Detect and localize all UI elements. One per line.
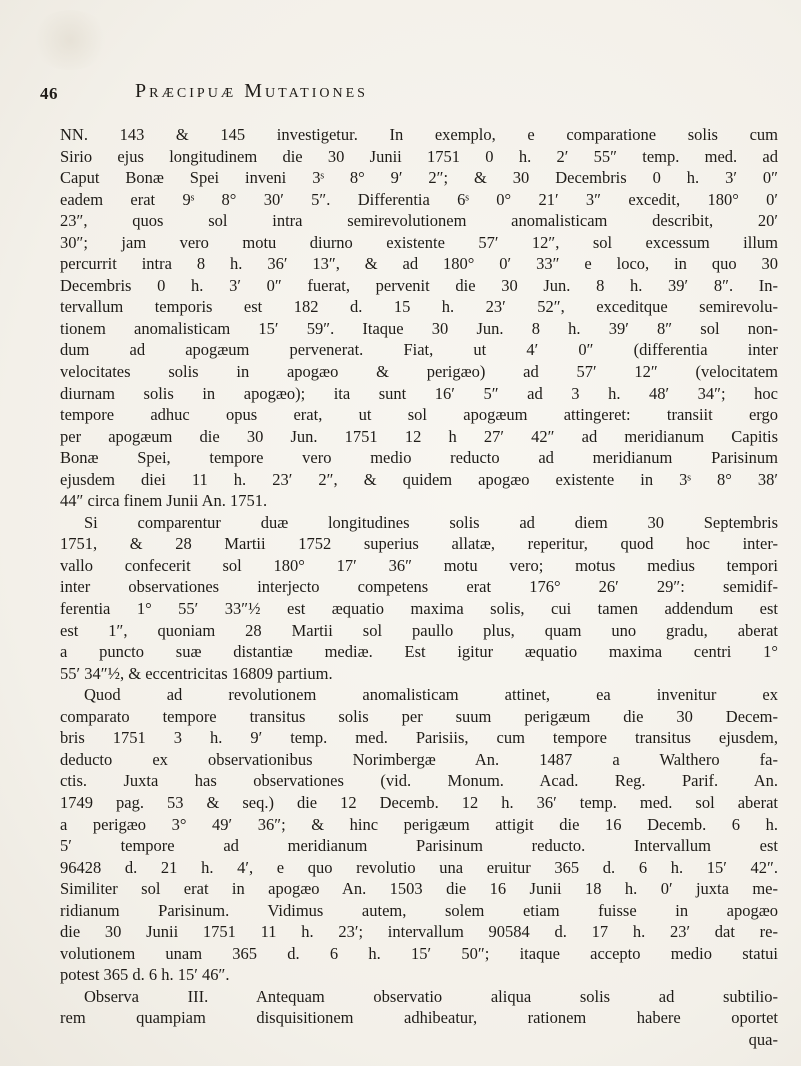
text-line: 96428 d. 21 h. 4′, e quo revolutio una eruitur 365 d. 6 h. 15′ 42″. (60, 857, 778, 877)
text-line: dum ad apogæum pervenerat. Fiat, ut 4′ 0″ (differentia inter (60, 340, 778, 360)
page-number: 46 (40, 84, 58, 103)
text-line: NN. 143 & 145 investigetur. In exemplo, e comparatione solis cum (60, 125, 778, 144)
text-line: 44″ circa finem Junii An. 1751. (60, 491, 268, 511)
text-line: 23″, quos sol intra semirevolutionem anomalisticam describit, 20′ (60, 211, 778, 231)
paper-stain (30, 10, 110, 70)
text-line: ctis. Juxta has observationes (vid. Monum. Acad. Reg. Parif. An. (60, 771, 778, 791)
text-line: tempore adhuc opus erat, ut sol apogæum attingeret: transiit ergo (60, 405, 778, 425)
text-line: Decembris 0 h. 3′ 0″ fuerat, pervenit die 30 Jun. 8 h. 39′ 8″. In- (60, 275, 778, 295)
text-line: percurrit intra 8 h. 36′ 13″, & ad 180° 0′ 33″ e loco, in quo 30 (60, 254, 778, 274)
text-line: 30″; jam vero motu diurno existente 57′ 12″, sol excessum illum (60, 232, 778, 252)
text-line: diurnam solis in apogæo); ita sunt 16′ 5″ ad 3 h. 48′ 34″; hoc (60, 383, 778, 403)
text-line: tionem anomalisticam 15′ 59″. Itaque 30 Jun. 8 h. 39′ 8″ sol non- (60, 318, 778, 338)
text-line: Caput Bonæ Spei inveni 3ˢ 8° 9′ 2″; & 30 Decembris 0 h. 3′ 0″ (60, 168, 778, 188)
text-line: eadem erat 9ˢ 8° 30′ 5″. Differentia 6ˢ 0° 21′ 3″ excedit, 180° 0′ (60, 189, 778, 209)
text-line: vallo confecerit sol 180° 17′ 36″ motu vero; motus medius tempori (60, 555, 778, 575)
text-line: ridianum Parisinum. Vidimus autem, solem etiam fuisse in apogæo (60, 900, 778, 920)
text-line: ferentia 1° 55′ 33″½ est æquatio maxima solis, cui tamen addendum est (60, 599, 778, 619)
text-line: a perigæo 3° 49′ 36″; & hinc perigæum attigit die 16 Decemb. 6 h. (60, 814, 778, 834)
text-line: tervallum temporis est 182 d. 15 h. 23′ 52″, exceditque semirevolu- (60, 297, 778, 317)
text-line: ejusdem diei 11 h. 23′ 2″, & quidem apogæo existente in 3ˢ 8° 38′ (60, 469, 778, 489)
paragraph-start-line: Si comparentur duæ longitudines solis ad diem 30 Septembris (84, 512, 778, 532)
text-line: est 1″, quoniam 28 Martii sol paullo plus, quam uno gradu, aberat (60, 620, 778, 640)
text-line: Similiter sol erat in apogæo An. 1503 die 16 Junii 18 h. 0′ juxta me- (60, 879, 778, 899)
text-line: Sirio ejus longitudinem die 30 Junii 1751 0 h. 2′ 55″ temp. med. ad (60, 146, 778, 166)
text-line: 5′ tempore ad meridianum Parisinum reducto. Intervallum est (60, 836, 778, 856)
catchword: qua- (748, 1029, 778, 1049)
text-line: deducto ex observationibus Norimbergæ An. 1487 a Walthero fa- (60, 749, 778, 769)
text-line: comparato tempore transitus solis per suum perigæum die 30 Decem- (60, 706, 778, 726)
text-line: a puncto suæ distantiæ mediæ. Est igitur æquatio maxima centri 1° (60, 642, 778, 662)
text-line: inter observationes interjecto competens erat 176° 26′ 29″: semidif- (60, 577, 778, 597)
text-line: 55′ 34″½, & eccentricitas 16809 partium. (60, 663, 333, 683)
text-line: 1749 pag. 53 & seq.) die 12 Decemb. 12 h. 36′ temp. med. sol aberat (60, 792, 778, 812)
text-line: Bonæ Spei, tempore vero medio reducto ad meridianum Parisinum (60, 448, 778, 468)
paragraph-start-line: Quod ad revolutionem anomalisticam attinet, ea invenitur ex (84, 685, 778, 705)
text-line: 1751, & 28 Martii 1752 superius allatæ, reperitur, quod hoc inter- (60, 534, 778, 554)
running-title: Præcipuæ Mutationes (135, 80, 368, 102)
text-line: rem quampiam disquisitionem adhibeatur, rationem habere oportet (60, 1008, 778, 1028)
text-line: die 30 Junii 1751 11 h. 23′; intervallum 90584 d. 17 h. 23′ dat re- (60, 922, 778, 942)
paragraph-start-line: Observa III. Antequam observatio aliqua solis ad subtilio- (84, 986, 778, 1006)
text-line: velocitates solis in apogæo & perigæo) ad 57′ 12″ (velocitatem (60, 362, 778, 382)
body-text (60, 124, 778, 1051)
text-line: potest 365 d. 6 h. 15′ 46″. (60, 965, 230, 985)
text-line: per apogæum die 30 Jun. 1751 12 h 27′ 42″ ad meridianum Capitis (60, 426, 778, 446)
text-line: volutionem unam 365 d. 6 h. 15′ 50″; itaque accepto medio statui (60, 943, 778, 963)
text-line: bris 1751 3 h. 9′ temp. med. Parisiis, cum tempore transitus ejusdem, (60, 728, 778, 748)
